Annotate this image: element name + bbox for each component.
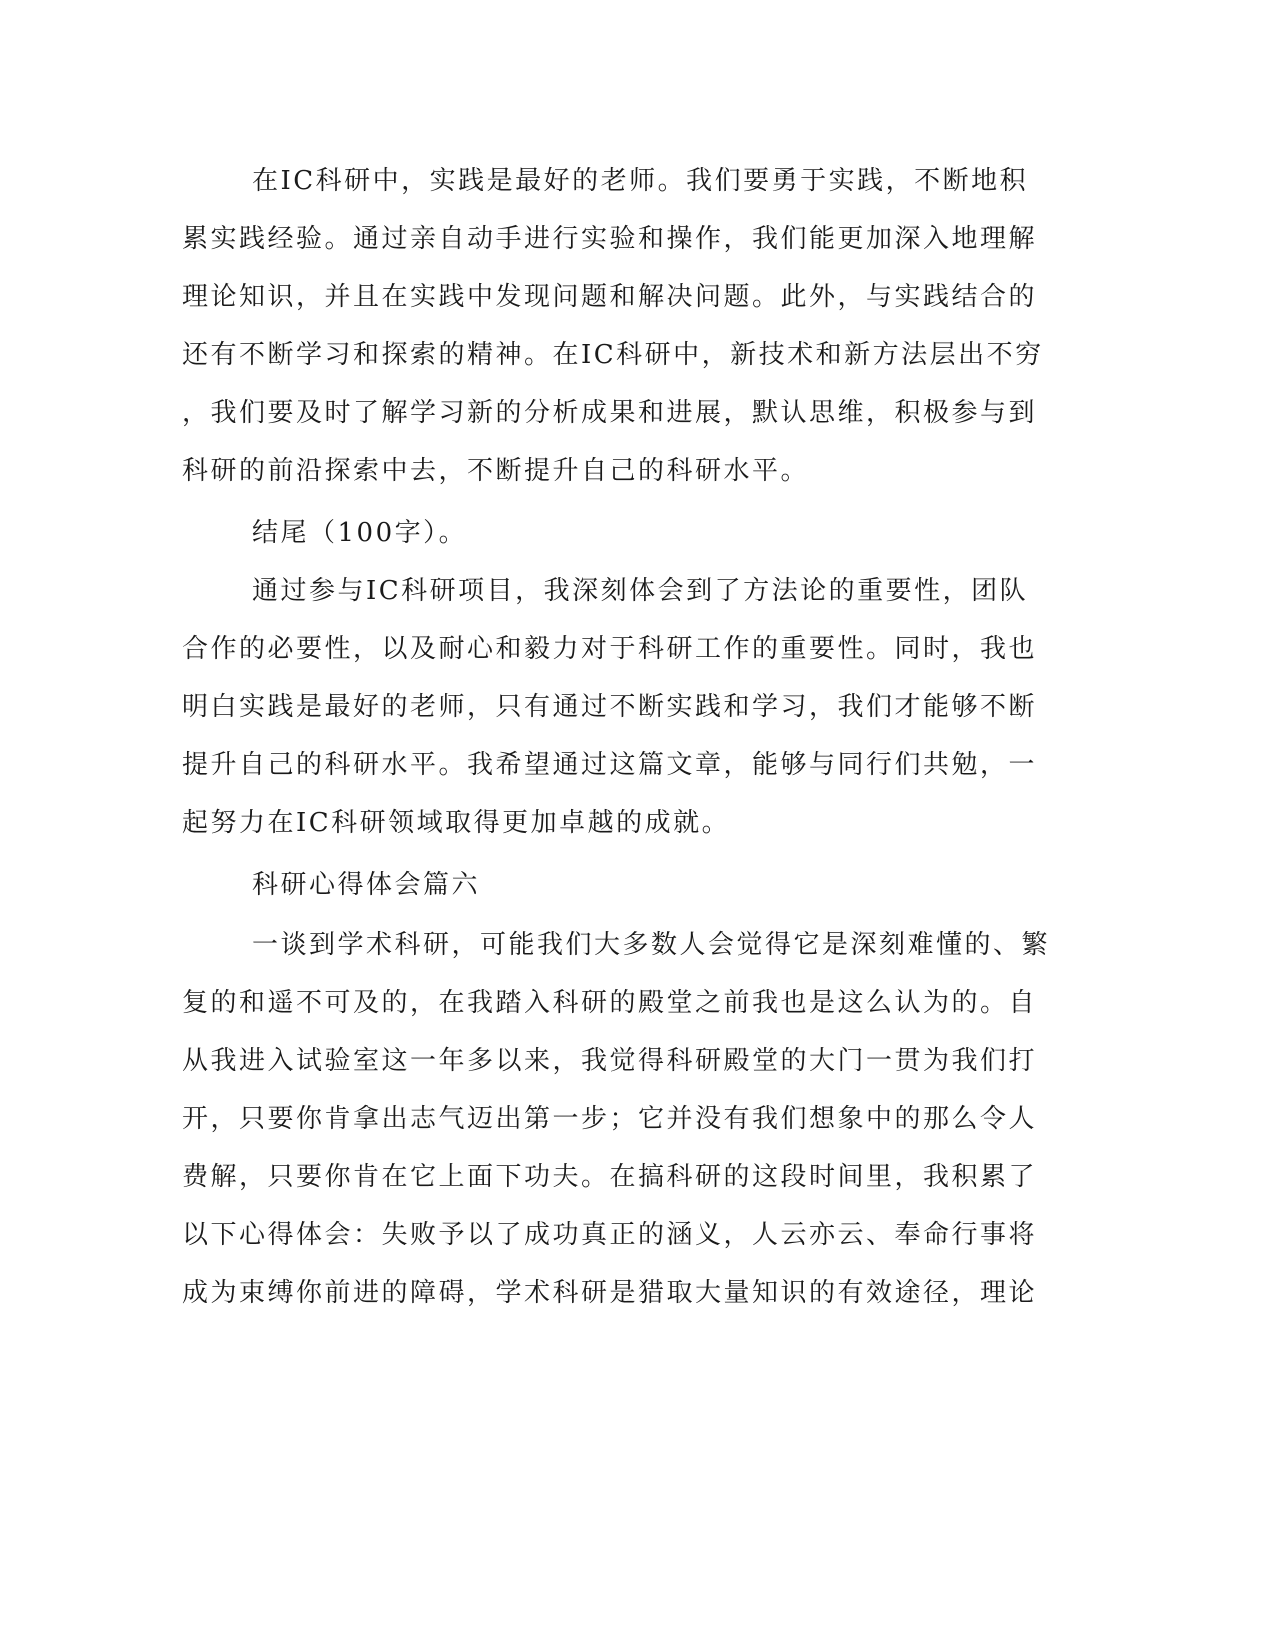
text-line: 起努力在IC科研领域取得更加卓越的成就。 — [182, 808, 731, 838]
text-line: 合作的必要性，以及耐心和毅力对于科研工作的重要性。同时，我也 — [182, 634, 1038, 664]
text-line: 通过参与IC科研项目，我深刻体会到了方法论的重要性，团队 — [252, 576, 1029, 606]
text-line: 明白实践是最好的老师，只有通过不断实践和学习，我们才能够不断 — [182, 692, 1038, 722]
text-line: 科研的前沿探索中去，不断提升自己的科研水平。 — [182, 456, 810, 486]
text-line: 开，只要你肯拿出志气迈出第一步；它并没有我们想象中的那么令人 — [182, 1104, 1038, 1134]
text-line: 以下心得体会：失败予以了成功真正的涵义，人云亦云、奉命行事将 — [182, 1220, 1038, 1250]
section-heading: 科研心得体会篇六 — [252, 870, 481, 900]
text-line: 费解，只要你肯在它上面下功夫。在搞科研的这段时间里，我积累了 — [182, 1162, 1038, 1192]
text-line: 累实践经验。通过亲自动手进行实验和操作，我们能更加深入地理解 — [182, 224, 1038, 254]
text-line: 理论知识，并且在实践中发现问题和解决问题。此外，与实践结合的 — [182, 282, 1038, 312]
text-line: 从我进入试验室这一年多以来，我觉得科研殿堂的大门一贯为我们打 — [182, 1046, 1038, 1076]
text-line: 还有不断学习和探索的精神。在IC科研中，新技术和新方法层出不穷 — [182, 340, 1044, 370]
text-line: 复的和遥不可及的，在我踏入科研的殿堂之前我也是这么认为的。自 — [182, 988, 1038, 1018]
text-line: 成为束缚你前进的障碍，学术科研是猎取大量知识的有效途径，理论 — [182, 1278, 1038, 1308]
text-line: 在IC科研中，实践是最好的老师。我们要勇于实践，不断地积 — [252, 166, 1029, 196]
section-heading: 结尾（100字）。 — [252, 518, 468, 548]
text-line: ，我们要及时了解学习新的分析成果和进展，默认思维，积极参与到 — [182, 398, 1038, 428]
text-line: 提升自己的科研水平。我希望通过这篇文章，能够与同行们共勉，一 — [182, 750, 1038, 780]
text-line: 一谈到学术科研，可能我们大多数人会觉得它是深刻难懂的、繁 — [252, 930, 1051, 960]
